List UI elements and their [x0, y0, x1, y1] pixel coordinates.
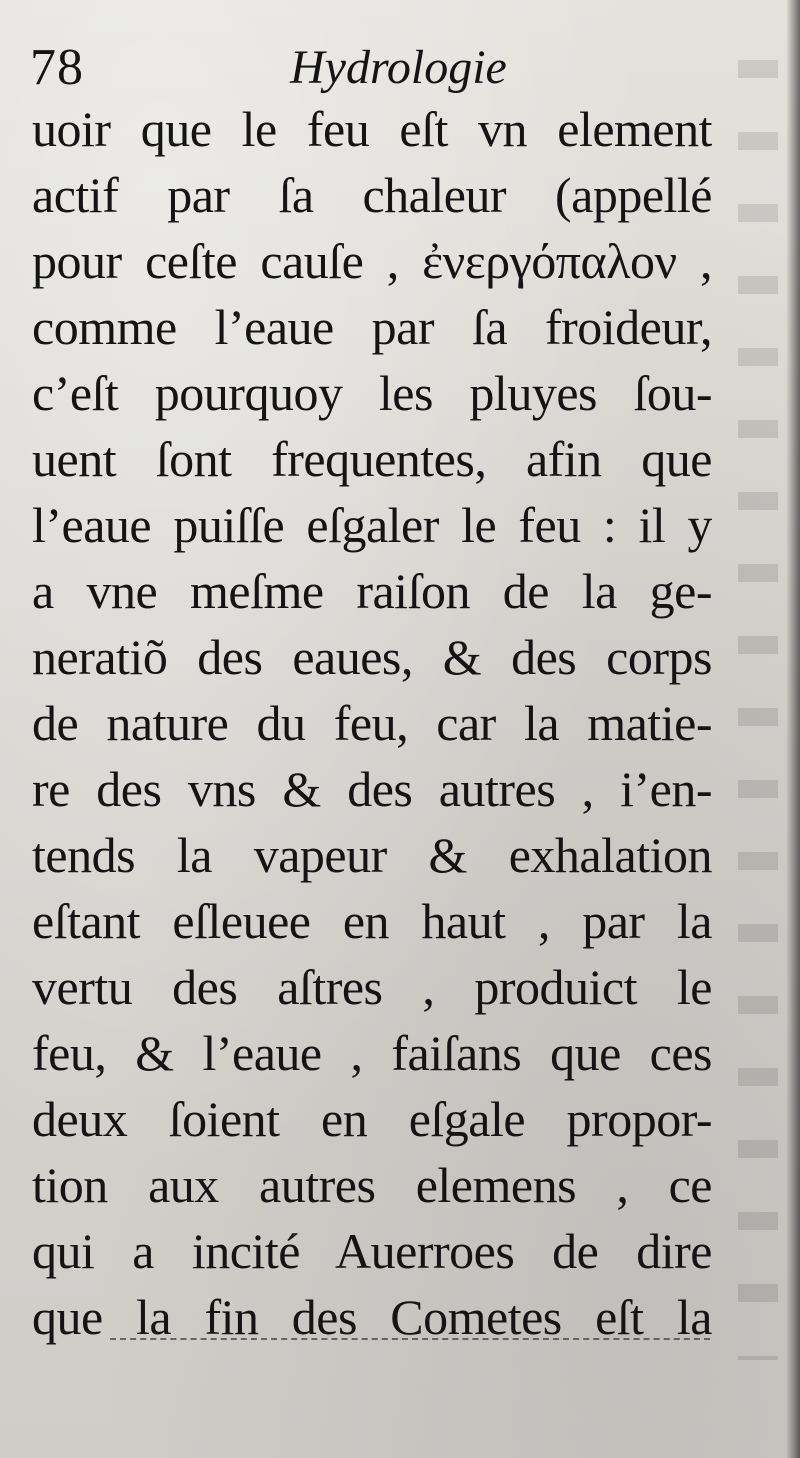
text-line: l’eaue puiſſe eſgaler le feu : il y [32, 497, 712, 553]
text-line: uoir que le feu eſt vn element [32, 101, 712, 157]
footer-rule [110, 1338, 710, 1340]
text-line: eſtant eſleuee en haut , par la [32, 893, 712, 949]
running-title: Hydrologie [290, 41, 507, 94]
show-through-shadow [738, 60, 778, 1360]
body-text [32, 96, 712, 1350]
page-number: 78 [30, 39, 84, 96]
text-line: vertu des aſtres , produict le [32, 959, 712, 1015]
text-line: a vne meſme raiſon de la ge- [32, 563, 712, 619]
text-line: tends la vapeur & exhalation [32, 827, 712, 883]
text-line: pour ceſte cauſe , ἐνεργόπαλον , [32, 233, 712, 289]
text-line: tion aux autres elemens , ce [32, 1157, 712, 1213]
text-line: actif par ſa chaleur (appellé [32, 167, 712, 223]
text-line: comme l’eaue par ſa froideur, [32, 299, 712, 355]
text-line: de nature du feu, car la matie- [32, 695, 712, 751]
text-line: que la fin des Cometes eſt la [32, 1289, 712, 1345]
text-line: neratiõ des eaues, & des corps [32, 629, 712, 685]
text-line: qui a incité Auerroes de dire [32, 1223, 712, 1279]
text-line: feu, & l’eaue , faiſans que ces [32, 1025, 712, 1081]
page-edge-shadow [786, 0, 800, 1458]
text-line: uent ſont frequentes, afin que [32, 431, 712, 487]
text-line: deux ſoient en eſgale propor- [32, 1091, 712, 1147]
text-line: c’eſt pourquoy les pluyes ſou- [32, 365, 712, 421]
text-line: re des vns & des autres , i’en- [32, 761, 712, 817]
running-head [30, 38, 710, 98]
